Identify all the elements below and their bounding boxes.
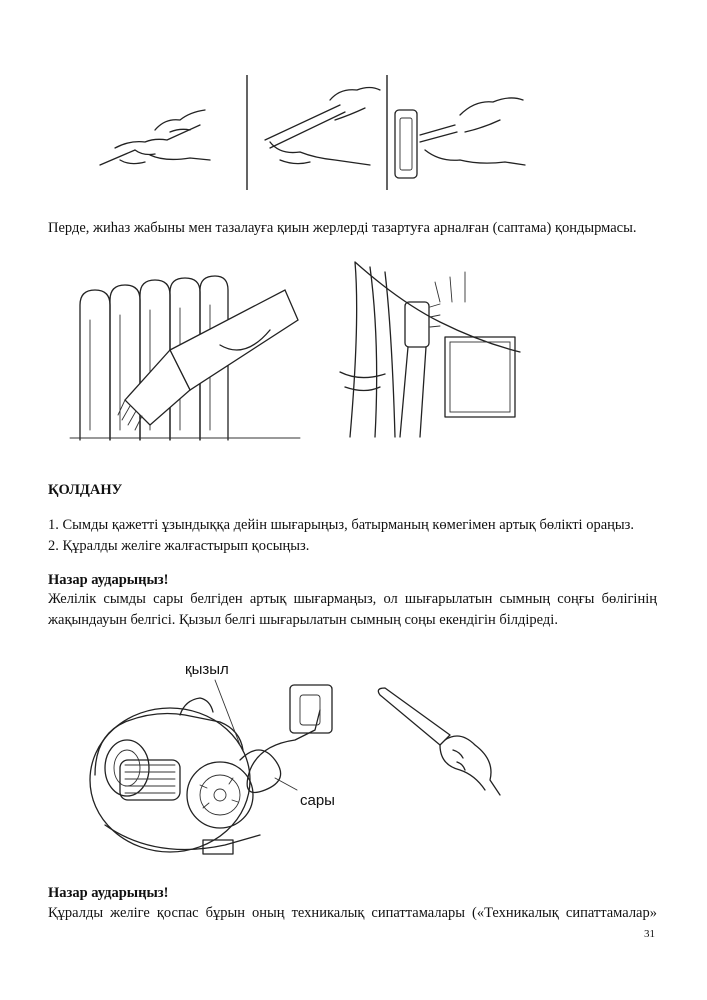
tube-assembly-illustration	[95, 70, 545, 195]
tube-assembly-drawing	[95, 70, 545, 195]
vacuum-cord-illustration	[75, 650, 515, 865]
section-title: ҚОЛДАНУ	[48, 482, 123, 498]
label-red: қызыл	[185, 661, 229, 678]
note2-line1: Құралды желіге қоспас бұрын оның техникалық сипаттамалары («Техникалық сипаттамалар»	[48, 905, 657, 921]
curtain-drawing	[340, 262, 520, 437]
note1-line1: Желілік сымды сары белгіден артық шығармаңыз, ол шығарылатын сымның соңғы бөлігінің	[48, 591, 657, 607]
label-yellow: сары	[300, 792, 335, 809]
page-number: 31	[644, 928, 655, 940]
radiator-drawing	[70, 250, 300, 440]
curtain-cleaning-illustration	[340, 262, 520, 437]
radiator-cleaning-illustration	[70, 250, 300, 440]
nozzle-caption: Перде, жиһаз жабыны мен тазалауға қиын жерлерді тазартуға арналған (саптама) қондырмасы.	[48, 220, 637, 236]
note2-title: Назар аударыңыз!	[48, 885, 169, 901]
step-2: 2. Құралды желіге жалғастырып қосыңыз.	[48, 538, 310, 554]
note1-line2: жақындауын белгісі. Қызыл белгі шығарылатын сымның соңы екендігін білдіреді.	[48, 612, 558, 628]
note1-title: Назар аударыңыз!	[48, 572, 169, 588]
vacuum-cord-drawing	[75, 650, 515, 865]
step-1: 1. Сымды қажетті ұзындыққа дейін шығарыңыз, батырманың көмегімен артық бөлікті ораңыз.	[48, 517, 634, 533]
